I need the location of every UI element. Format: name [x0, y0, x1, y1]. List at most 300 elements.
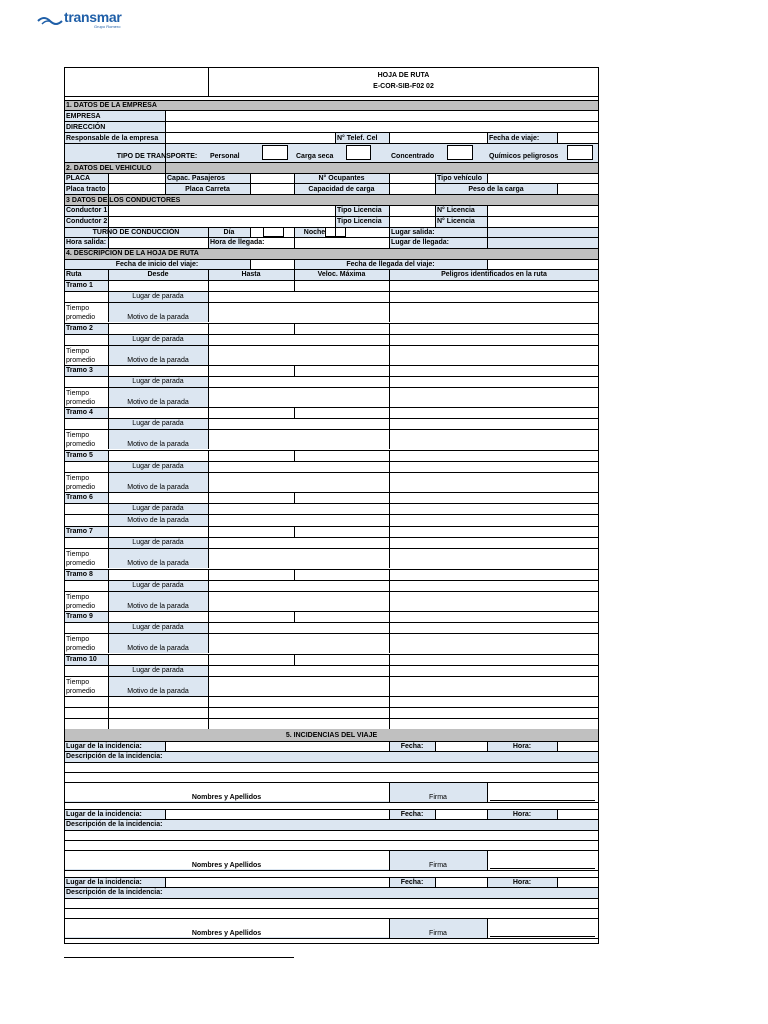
grid-vline: [487, 259, 488, 269]
grid-hline: [64, 183, 599, 184]
grid-vline: [487, 918, 488, 938]
grid-vline: [108, 280, 109, 322]
tramo-6-veloc[interactable]: [294, 492, 389, 503]
grid-hline: [64, 269, 599, 270]
label-nombres: Nombres y Apellidos: [191, 861, 262, 869]
label-motivo-parada: Motivo de la parada: [127, 483, 189, 491]
label-nombres: Nombres y Apellidos: [191, 929, 262, 937]
tramo-9-hasta[interactable]: [208, 611, 294, 622]
grid-vline: [389, 450, 390, 492]
tramo-4-hasta[interactable]: [208, 407, 294, 418]
grid-vline: [389, 809, 390, 819]
tramo-8-hasta[interactable]: [208, 569, 294, 580]
grid-vline: [165, 809, 166, 819]
tramo-6-motivo-field[interactable]: [208, 514, 599, 526]
grid-vline: [208, 569, 209, 611]
tramo-4-motivo-field[interactable]: [208, 429, 599, 449]
grid-vline: [208, 323, 209, 365]
label-lugar-parada: Lugar de parada: [132, 420, 184, 427]
label-personal: Personal: [210, 152, 240, 160]
incidencia-3-hora-field[interactable]: [557, 877, 599, 887]
grid-vline: [165, 877, 166, 887]
tramo-label-8: Tramo 8: [66, 571, 93, 578]
transmar-logo: [36, 9, 146, 29]
tramo-10-peligros[interactable]: [389, 654, 599, 665]
label-tiempo: Tiempo: [66, 475, 90, 482]
incidencia-2-firma-field[interactable]: [487, 850, 599, 870]
grid-vline: [108, 323, 109, 365]
tramo-6-hasta[interactable]: [208, 492, 294, 503]
grid-hline: [64, 762, 599, 763]
section-4-title: 4. DESCRIPCION DE LA HOJA DE RUTA: [66, 250, 199, 257]
tramo-3-motivo-field[interactable]: [208, 387, 599, 407]
grid-vline: [250, 227, 251, 237]
label-promedio: promedio: [66, 440, 96, 448]
grid-vline: [487, 741, 488, 751]
label-tipo-licencia-2: Tipo Licencia: [337, 218, 382, 225]
label-firma: Firma: [429, 793, 447, 801]
label-motivo-parada: Motivo de la parada: [127, 516, 189, 524]
grid-hline: [64, 492, 599, 493]
grid-vline: [208, 365, 209, 407]
tramo-label-10: Tramo 10: [66, 656, 97, 663]
grid-hline: [64, 918, 599, 919]
tramo-8-veloc[interactable]: [294, 569, 389, 580]
label-motivo-parada: Motivo de la parada: [127, 313, 189, 321]
label-motivo-parada: Motivo de la parada: [127, 398, 189, 406]
label-tipo-licencia-1: Tipo Licencia: [337, 207, 382, 214]
tramo-2-lugar-parada-field[interactable]: [208, 334, 599, 345]
grid-vline: [389, 365, 390, 407]
label-promedio: promedio: [66, 313, 96, 321]
grid-vline: [557, 877, 558, 887]
hora-llegada-field[interactable]: [294, 237, 389, 248]
tramo-10-hasta[interactable]: [208, 654, 294, 665]
label-lugar-salida: Lugar salida:: [391, 228, 435, 236]
section-2-title: 2. DATOS DEL VEHICULO: [66, 164, 152, 172]
label-carga-seca: Carga seca: [296, 152, 334, 160]
grid-vline: [557, 741, 558, 751]
tramo-9-motivo-field[interactable]: [208, 633, 599, 653]
label-nombres: Nombres y Apellidos: [191, 793, 262, 801]
incidencia-1-firma-field[interactable]: [487, 782, 599, 802]
grid-vline: [165, 110, 166, 194]
grid-vline: [389, 918, 390, 938]
label-placa-tracto: Placa tracto: [66, 185, 106, 193]
form-title: HOJA DE RUTA: [377, 72, 430, 79]
label-motivo-parada: Motivo de la parada: [127, 644, 189, 652]
grid-vline: [389, 569, 390, 611]
label-lugar-incidencia: Lugar de la incidencia:: [66, 742, 142, 750]
grid-vline: [294, 323, 295, 334]
grid-vline: [108, 365, 109, 407]
tramo-label-1: Tramo 1: [66, 282, 93, 289]
label-tiempo: Tiempo: [66, 348, 90, 355]
section-1-title: 1. DATOS DE LA EMPRESA: [66, 101, 157, 109]
label-tiempo: Tiempo: [66, 594, 90, 601]
tramo-5-hasta[interactable]: [208, 450, 294, 461]
grid-hline: [64, 938, 599, 939]
grid-hline: [64, 323, 599, 324]
grid-vline: [165, 741, 166, 751]
grid-vline: [389, 407, 390, 449]
grid-hline: [64, 850, 599, 851]
label-hora-incidencia: Hora:: [512, 742, 532, 750]
tramo-6-lugar-parada-field[interactable]: [208, 503, 599, 514]
incidencia-3-fecha-field[interactable]: [435, 877, 487, 887]
grid-hline: [64, 898, 599, 899]
tramo-1-lugar-parada-field[interactable]: [208, 291, 599, 302]
grid-hline: [64, 591, 599, 592]
grid-vline: [335, 205, 336, 227]
tramo-3-lugar-parada-field[interactable]: [208, 376, 599, 387]
label-tiempo: Tiempo: [66, 390, 90, 397]
tramo-5-motivo-field[interactable]: [208, 472, 599, 492]
grid-vline: [389, 269, 390, 280]
tramo-3-desde[interactable]: [108, 365, 208, 376]
tramo-label-4: Tramo 4: [66, 409, 93, 416]
tramo-4-veloc[interactable]: [294, 407, 389, 418]
label-lugar-parada: Lugar de parada: [132, 378, 184, 385]
grid-vline: [208, 280, 209, 322]
tramo-2-veloc[interactable]: [294, 323, 389, 334]
tramo-2-hasta[interactable]: [208, 323, 294, 334]
grid-vline: [335, 132, 336, 143]
tramo-9-lugar-parada-field[interactable]: [208, 622, 599, 633]
tramo-7-desde[interactable]: [108, 526, 208, 537]
grid-vline: [294, 173, 295, 194]
tramo-5-desde[interactable]: [108, 450, 208, 461]
tramo-8-lugar-parada-field[interactable]: [208, 580, 599, 591]
responsable-field[interactable]: [165, 133, 335, 143]
grid-hline: [64, 205, 599, 206]
lugar-llegada-field[interactable]: [487, 237, 599, 248]
grid-vline: [294, 611, 295, 622]
grid-vline: [208, 492, 209, 526]
grid-vline: [294, 569, 295, 580]
grid-vline: [108, 407, 109, 449]
grid-vline: [108, 569, 109, 611]
grid-vline: [294, 654, 295, 665]
grid-vline: [435, 205, 436, 227]
grid-vline: [294, 365, 295, 376]
incidencia-1-hora-field[interactable]: [557, 741, 599, 751]
hora-salida-field[interactable]: [108, 237, 208, 248]
placa-field[interactable]: [108, 173, 165, 183]
conductor-2-field[interactable]: [108, 216, 335, 227]
label-motivo-parada: Motivo de la parada: [127, 559, 189, 567]
label-lugar-incidencia: Lugar de la incidencia:: [66, 810, 142, 818]
personal-checkbox[interactable]: [262, 145, 288, 160]
grid-hline: [64, 802, 599, 803]
grid-hline: [64, 173, 599, 174]
tramo-label-7: Tramo 7: [66, 528, 93, 535]
label-num-licencia-1: N° Licencia: [437, 207, 475, 214]
tramo-8-peligros[interactable]: [389, 569, 599, 580]
grid-hline: [64, 461, 599, 462]
tipo-licencia-1-field[interactable]: [389, 205, 435, 216]
tipo-licencia-2-field[interactable]: [389, 216, 435, 227]
col-desde: Desde: [147, 271, 169, 278]
quimicos-checkbox[interactable]: [567, 145, 593, 160]
grid-vline: [389, 611, 390, 653]
tramo-5-lugar-parada-field[interactable]: [208, 461, 599, 472]
col-ruta: Ruta: [66, 271, 82, 278]
carga-seca-checkbox[interactable]: [346, 145, 371, 160]
label-motivo-parada: Motivo de la parada: [127, 602, 189, 610]
incidencia-2-lugar-field[interactable]: [165, 809, 389, 819]
grid-hline: [64, 365, 599, 366]
tramo-5-peligros[interactable]: [389, 450, 599, 461]
label-conductor-1: Conductor 1: [66, 207, 108, 214]
tramo-1-peligros[interactable]: [389, 280, 599, 291]
grid-vline: [208, 407, 209, 449]
grid-hline: [64, 782, 599, 783]
tramo-4-desde[interactable]: [108, 407, 208, 418]
lugar-salida-field[interactable]: [487, 227, 599, 237]
label-hora-incidencia: Hora:: [512, 810, 532, 818]
grid-vline: [435, 173, 436, 194]
label-lugar-parada: Lugar de parada: [132, 624, 184, 631]
label-tiempo: Tiempo: [66, 636, 90, 643]
tramo-6-peligros[interactable]: [389, 492, 599, 503]
grid-hline: [64, 291, 599, 292]
tramo-5-veloc[interactable]: [294, 450, 389, 461]
brand-name: transmar: [64, 9, 122, 25]
signature-line: [490, 936, 595, 937]
tramo-2-desde[interactable]: [108, 323, 208, 334]
grid-hline: [64, 132, 599, 133]
tramo-7-motivo-field[interactable]: [208, 548, 599, 568]
tramo-9-desde[interactable]: [108, 611, 208, 622]
label-quimicos: Químicos peligrosos: [489, 152, 559, 160]
grid-hline: [64, 345, 599, 346]
grid-vline: [435, 741, 436, 751]
grid-vline: [557, 183, 558, 194]
grid-vline: [389, 850, 390, 870]
tramo-label-5: Tramo 5: [66, 452, 93, 459]
fecha-llegada-field[interactable]: [487, 259, 599, 269]
grid-vline: [389, 526, 390, 568]
tramo-1-desde[interactable]: [108, 280, 208, 291]
label-tipo-vehiculo: Tipo vehículo: [437, 174, 482, 182]
label-promedio: promedio: [66, 687, 96, 695]
tramo-2-motivo-field[interactable]: [208, 345, 599, 365]
label-tiempo: Tiempo: [66, 305, 90, 312]
tramo-4-lugar-parada-field[interactable]: [208, 418, 599, 429]
label-fecha-incidencia: Fecha:: [400, 742, 424, 750]
label-promedio: promedio: [66, 398, 96, 406]
capac-field[interactable]: [250, 173, 294, 183]
grid-vline: [389, 696, 390, 729]
grid-vline: [250, 259, 251, 269]
grid-hline: [64, 580, 599, 581]
label-lugar-parada: Lugar de parada: [132, 539, 184, 546]
label-num-licencia-2: N° Licencia: [437, 218, 475, 225]
fecha-inicio-field[interactable]: [250, 259, 294, 269]
grid-hline: [64, 526, 599, 527]
ocupantes-field[interactable]: [389, 173, 435, 183]
incidencia-2-fecha-field[interactable]: [435, 809, 487, 819]
grid-vline: [487, 132, 488, 143]
grid-hline: [64, 227, 599, 228]
tramo-7-veloc[interactable]: [294, 526, 389, 537]
grid-vline: [487, 809, 488, 819]
label-capac-pasajeros: Capac. Pasajeros: [167, 174, 225, 182]
grid-vline: [389, 323, 390, 365]
grid-vline: [557, 132, 558, 143]
label-placa-carreta: Placa Carreta: [185, 185, 230, 193]
tramo-10-lugar-parada-field[interactable]: [208, 665, 599, 676]
num-licencia-1-field[interactable]: [487, 205, 599, 216]
label-noche: Noche: [303, 228, 326, 236]
label-descripcion: Descripción de la incidencia:: [66, 889, 163, 896]
tramo-8-desde[interactable]: [108, 569, 208, 580]
empresa-field[interactable]: [165, 111, 599, 121]
grid-vline: [487, 173, 488, 183]
conductor-1-field[interactable]: [108, 205, 335, 216]
col-hasta: Hasta: [241, 271, 261, 278]
label-turno: TURNO DE CONDUCCIÓN: [92, 228, 180, 236]
footer-line: [64, 957, 294, 958]
peso-carga-field[interactable]: [557, 184, 599, 194]
label-empresa: EMPRESA: [66, 112, 101, 120]
incidencia-1-fecha-field[interactable]: [435, 741, 487, 751]
label-responsable: Responsable de la empresa: [66, 134, 159, 142]
tramo-1-motivo-field[interactable]: [208, 302, 599, 322]
grid-vline: [208, 269, 209, 280]
label-hora-incidencia: Hora:: [512, 878, 532, 886]
grid-hline: [64, 248, 599, 249]
tramo-6-desde[interactable]: [108, 492, 208, 503]
label-capacidad-carga: Capacidad de carga: [308, 185, 375, 193]
label-peso-carga: Peso de la carga: [468, 185, 524, 193]
grid-hline: [64, 503, 599, 504]
grid-hline: [64, 121, 599, 122]
label-tipo-transporte: TIPO DE TRANSPORTE:: [116, 152, 198, 160]
tramo-7-peligros[interactable]: [389, 526, 599, 537]
grid-vline: [108, 173, 109, 248]
incidencia-3-firma-field[interactable]: [487, 918, 599, 938]
label-tiempo: Tiempo: [66, 679, 90, 686]
grid-vline: [208, 526, 209, 568]
tramo-10-motivo-field[interactable]: [208, 676, 599, 696]
tramo-1-veloc[interactable]: [294, 280, 389, 291]
grid-vline: [487, 205, 488, 248]
label-conductor-2: Conductor 2: [66, 218, 108, 225]
grid-vline: [108, 526, 109, 568]
concentrado-checkbox[interactable]: [447, 145, 473, 160]
placa-carreta-field[interactable]: [250, 184, 294, 194]
telef-field[interactable]: [389, 133, 487, 143]
grid-vline: [108, 450, 109, 492]
grid-hline: [64, 751, 599, 752]
tramo-10-desde[interactable]: [108, 654, 208, 665]
grid-vline: [208, 696, 209, 729]
grid-vline: [108, 492, 109, 526]
tramo-4-peligros[interactable]: [389, 407, 599, 418]
label-fecha-incidencia: Fecha:: [400, 810, 424, 818]
grid-hline: [64, 809, 599, 810]
placa-tracto-field[interactable]: [108, 184, 165, 194]
grid-vline: [389, 173, 390, 194]
tramo-9-peligros[interactable]: [389, 611, 599, 622]
tramo-1-hasta[interactable]: [208, 280, 294, 291]
incidencia-3-lugar-field[interactable]: [165, 877, 389, 887]
grid-vline: [389, 492, 390, 526]
label-lugar-parada: Lugar de parada: [132, 667, 184, 674]
incidencia-1-lugar-field[interactable]: [165, 741, 389, 751]
num-licencia-2-field[interactable]: [487, 216, 599, 227]
grid-vline: [108, 654, 109, 696]
tramo-7-lugar-parada-field[interactable]: [208, 537, 599, 548]
grid-hline: [64, 237, 599, 238]
tramo-9-veloc[interactable]: [294, 611, 389, 622]
grid-hline: [64, 110, 599, 111]
fecha-viaje-field[interactable]: [557, 133, 599, 143]
tramo-2-peligros[interactable]: [389, 323, 599, 334]
grid-hline: [64, 162, 599, 163]
col-veloc: Veloc. Máxima: [317, 271, 366, 278]
grid-hline: [64, 418, 599, 419]
extra-rows-field[interactable]: [64, 696, 599, 718]
tramo-3-veloc[interactable]: [294, 365, 389, 376]
grid-vline: [108, 611, 109, 653]
grid-vline: [389, 741, 390, 751]
grid-hline: [64, 830, 599, 831]
tramo-8-motivo-field[interactable]: [208, 591, 599, 611]
grid-hline: [64, 569, 599, 570]
label-descripcion: Descripción de la incidencia:: [66, 753, 163, 760]
tramo-3-peligros[interactable]: [389, 365, 599, 376]
section-5-title: 5. INCIDENCIAS DEL VIAJE: [285, 731, 378, 739]
label-lugar-incidencia: Lugar de la incidencia:: [66, 878, 142, 886]
grid-vline: [294, 526, 295, 537]
capacidad-carga-field[interactable]: [389, 184, 435, 194]
grid-hline: [64, 772, 599, 773]
grid-hline: [64, 376, 599, 377]
grid-hline: [64, 143, 599, 144]
brand-tagline: Grupo Romero: [94, 24, 121, 29]
grid-vline: [208, 654, 209, 696]
grid-vline: [557, 809, 558, 819]
label-fecha-incidencia: Fecha:: [400, 878, 424, 886]
tramo-3-hasta[interactable]: [208, 365, 294, 376]
incidencia-2-hora-field[interactable]: [557, 809, 599, 819]
label-lugar-parada: Lugar de parada: [132, 582, 184, 589]
grid-hline: [64, 407, 599, 408]
grid-vline: [208, 611, 209, 653]
tramo-7-hasta[interactable]: [208, 526, 294, 537]
grid-hline: [64, 387, 599, 388]
grid-hline: [64, 194, 599, 195]
grid-hline: [64, 514, 599, 515]
tramo-10-veloc[interactable]: [294, 654, 389, 665]
label-promedio: promedio: [66, 356, 96, 364]
label-fecha-llegada: Fecha de llegada del viaje:: [346, 260, 435, 268]
label-promedio: promedio: [66, 559, 96, 567]
label-lugar-parada: Lugar de parada: [132, 336, 184, 343]
grid-hline: [64, 654, 599, 655]
label-hora-llegada: Hora de llegada:: [210, 239, 265, 246]
grid-hline: [64, 622, 599, 623]
direccion-field[interactable]: [165, 122, 599, 132]
grid-vline: [294, 492, 295, 503]
grid-vline: [294, 407, 295, 418]
dia-checkbox[interactable]: [263, 227, 284, 237]
tipo-vehiculo-field[interactable]: [487, 173, 599, 183]
label-motivo-parada: Motivo de la parada: [127, 440, 189, 448]
